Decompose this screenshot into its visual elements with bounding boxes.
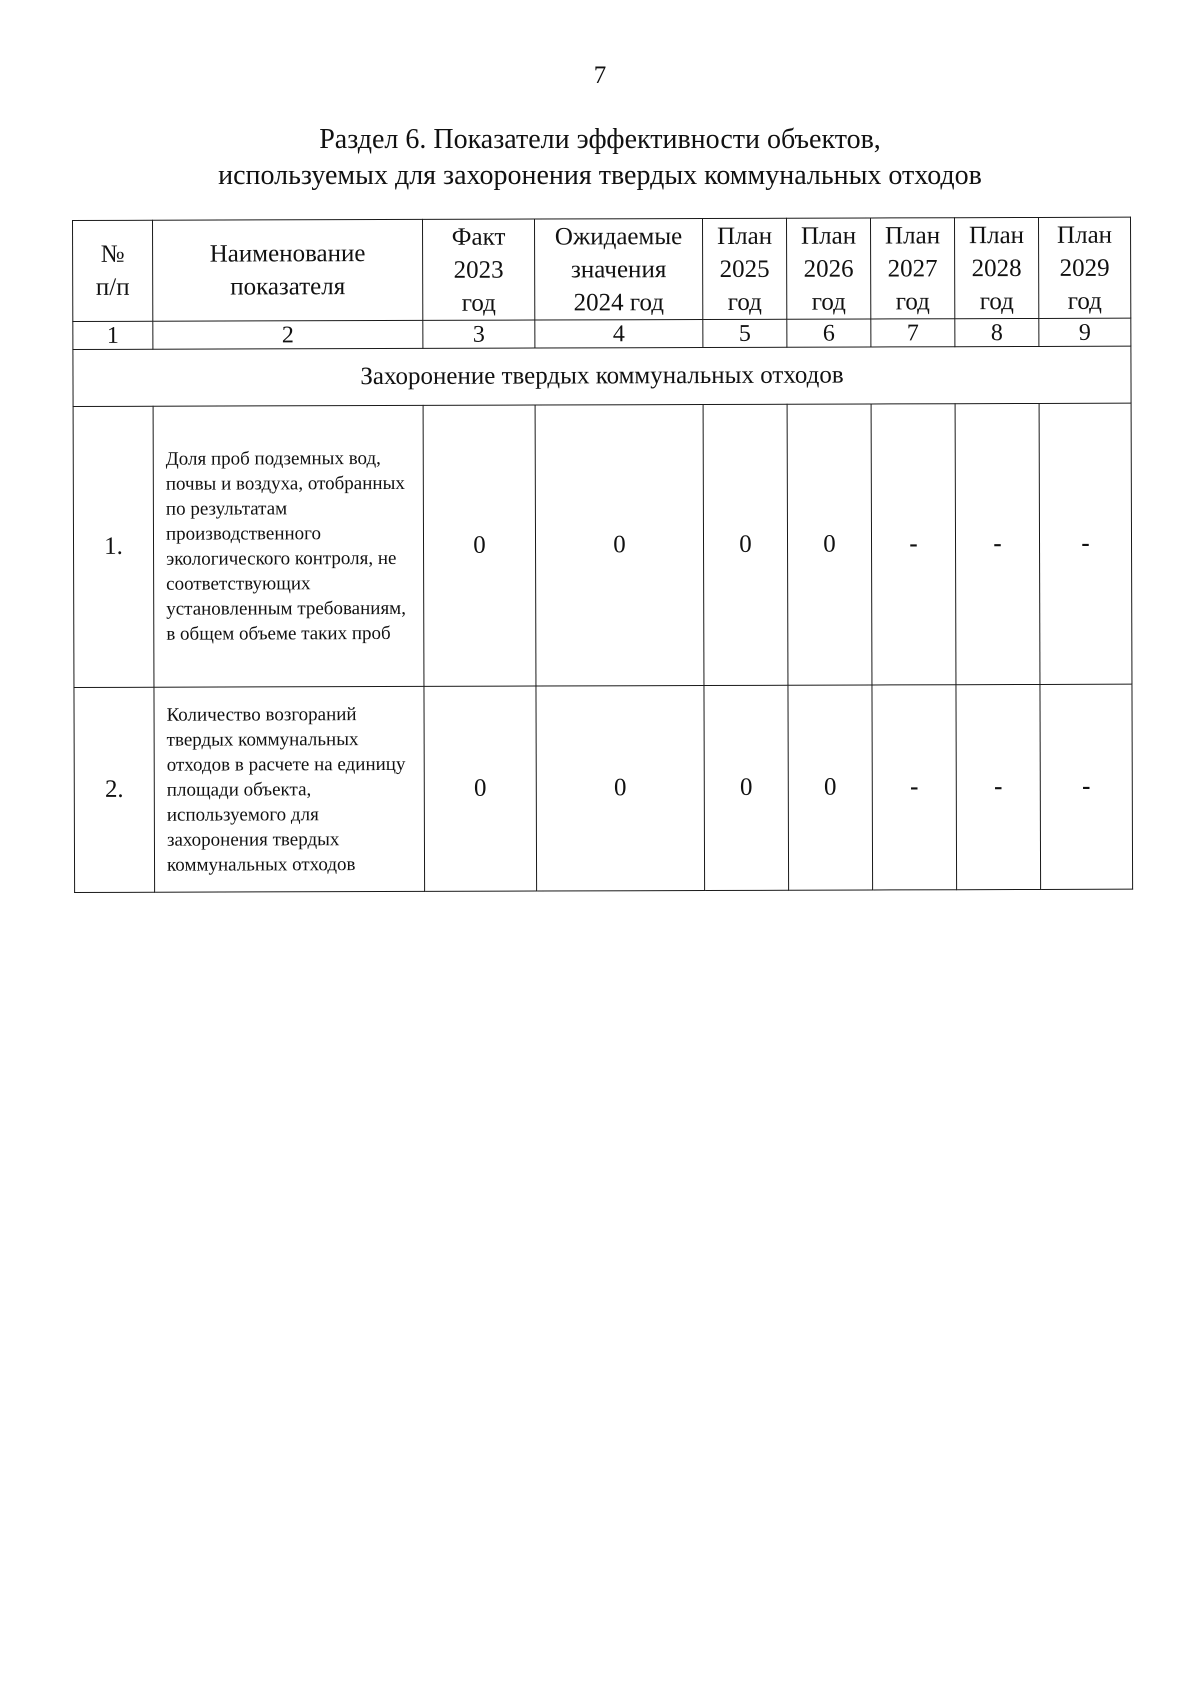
header-plan-2028 (954, 217, 1038, 318)
header-fact-2023 (422, 219, 534, 320)
section-title (0, 122, 1200, 194)
header-text: 2024 год (573, 288, 664, 316)
section-title-line-1: Раздел 6. Показатели эффективности объектов, (319, 124, 881, 155)
header-indicator-name (153, 219, 423, 321)
column-number: 7 (871, 319, 955, 347)
header-plan-2027 (870, 218, 954, 319)
header-text: год (811, 288, 846, 316)
value-expected-2024: 0 (535, 405, 704, 687)
indicator-name: Количество возгораний твердых коммунальных отходов в расчете на единицу площади объекта, используемого для захоронения твердых коммунальных отходов (154, 686, 425, 892)
value-plan-2027: - (872, 685, 957, 890)
column-number: 4 (535, 320, 703, 349)
section-row (73, 346, 1131, 406)
value-fact-2023: 0 (424, 686, 537, 891)
header-text: год (727, 288, 762, 316)
table-row (74, 684, 1133, 892)
header-text: п/п (95, 273, 130, 301)
header-text: 2026 (803, 255, 854, 283)
value-plan-2026: 0 (788, 685, 873, 890)
header-text: год (461, 289, 496, 317)
value-plan-2029: - (1040, 684, 1133, 889)
header-text: План (968, 221, 1025, 249)
indicators-table (72, 217, 1133, 893)
header-text: 2028 (971, 254, 1022, 282)
header-text: значения (570, 255, 667, 283)
column-number-row (73, 318, 1131, 349)
value-expected-2024: 0 (536, 686, 705, 892)
header-text: год (1067, 287, 1102, 315)
column-number: 9 (1039, 318, 1131, 346)
header-text: год (979, 287, 1014, 315)
column-number: 8 (955, 318, 1039, 346)
indicator-name: Доля проб подземных вод, почвы и воздуха, отобранных по результатам производственного экологического контроля, не соответствующих установленным требованиям, в общем объеме таких проб (153, 405, 424, 687)
table-row (73, 403, 1132, 687)
header-plan-2026 (786, 218, 870, 319)
header-text: показателя (230, 273, 346, 301)
row-number: 2. (74, 687, 155, 892)
value-plan-2026: 0 (787, 404, 872, 685)
header-text: год (895, 287, 930, 315)
header-expected-2024 (534, 219, 702, 321)
value-fact-2023: 0 (423, 405, 536, 686)
column-number: 2 (153, 320, 423, 349)
header-text: План (716, 222, 773, 250)
header-number (73, 220, 153, 321)
header-text: 2023 (453, 256, 504, 284)
value-plan-2028: - (955, 403, 1040, 684)
section-heading: Захоронение твердых коммунальных отходов (73, 346, 1131, 406)
column-number: 1 (73, 321, 153, 349)
header-text: План (884, 221, 941, 249)
page-number: 7 (593, 62, 607, 89)
header-text: План (800, 222, 857, 250)
header-text: Ожидаемые (554, 222, 683, 250)
header-text: План (1056, 221, 1113, 249)
row-number: 1. (73, 406, 154, 687)
column-number: 5 (703, 319, 787, 347)
section-title-line-2: используемых для захоронения твердых коммунальных отходов (218, 160, 982, 191)
column-number: 3 (423, 320, 535, 348)
header-text: 2025 (719, 255, 770, 283)
value-plan-2027: - (871, 404, 956, 685)
header-text: 2029 (1059, 254, 1110, 282)
header-text: 2027 (887, 254, 938, 282)
column-number: 6 (787, 319, 871, 347)
header-plan-2029 (1038, 217, 1130, 318)
value-plan-2025: 0 (704, 685, 789, 890)
header-text: № (100, 240, 125, 268)
value-plan-2029: - (1039, 403, 1132, 684)
header-row (73, 217, 1131, 321)
header-plan-2025 (702, 218, 786, 319)
header-text: Факт (451, 223, 506, 251)
header-text: Наименование (209, 240, 366, 268)
value-plan-2025: 0 (703, 404, 788, 685)
value-plan-2028: - (956, 684, 1041, 889)
